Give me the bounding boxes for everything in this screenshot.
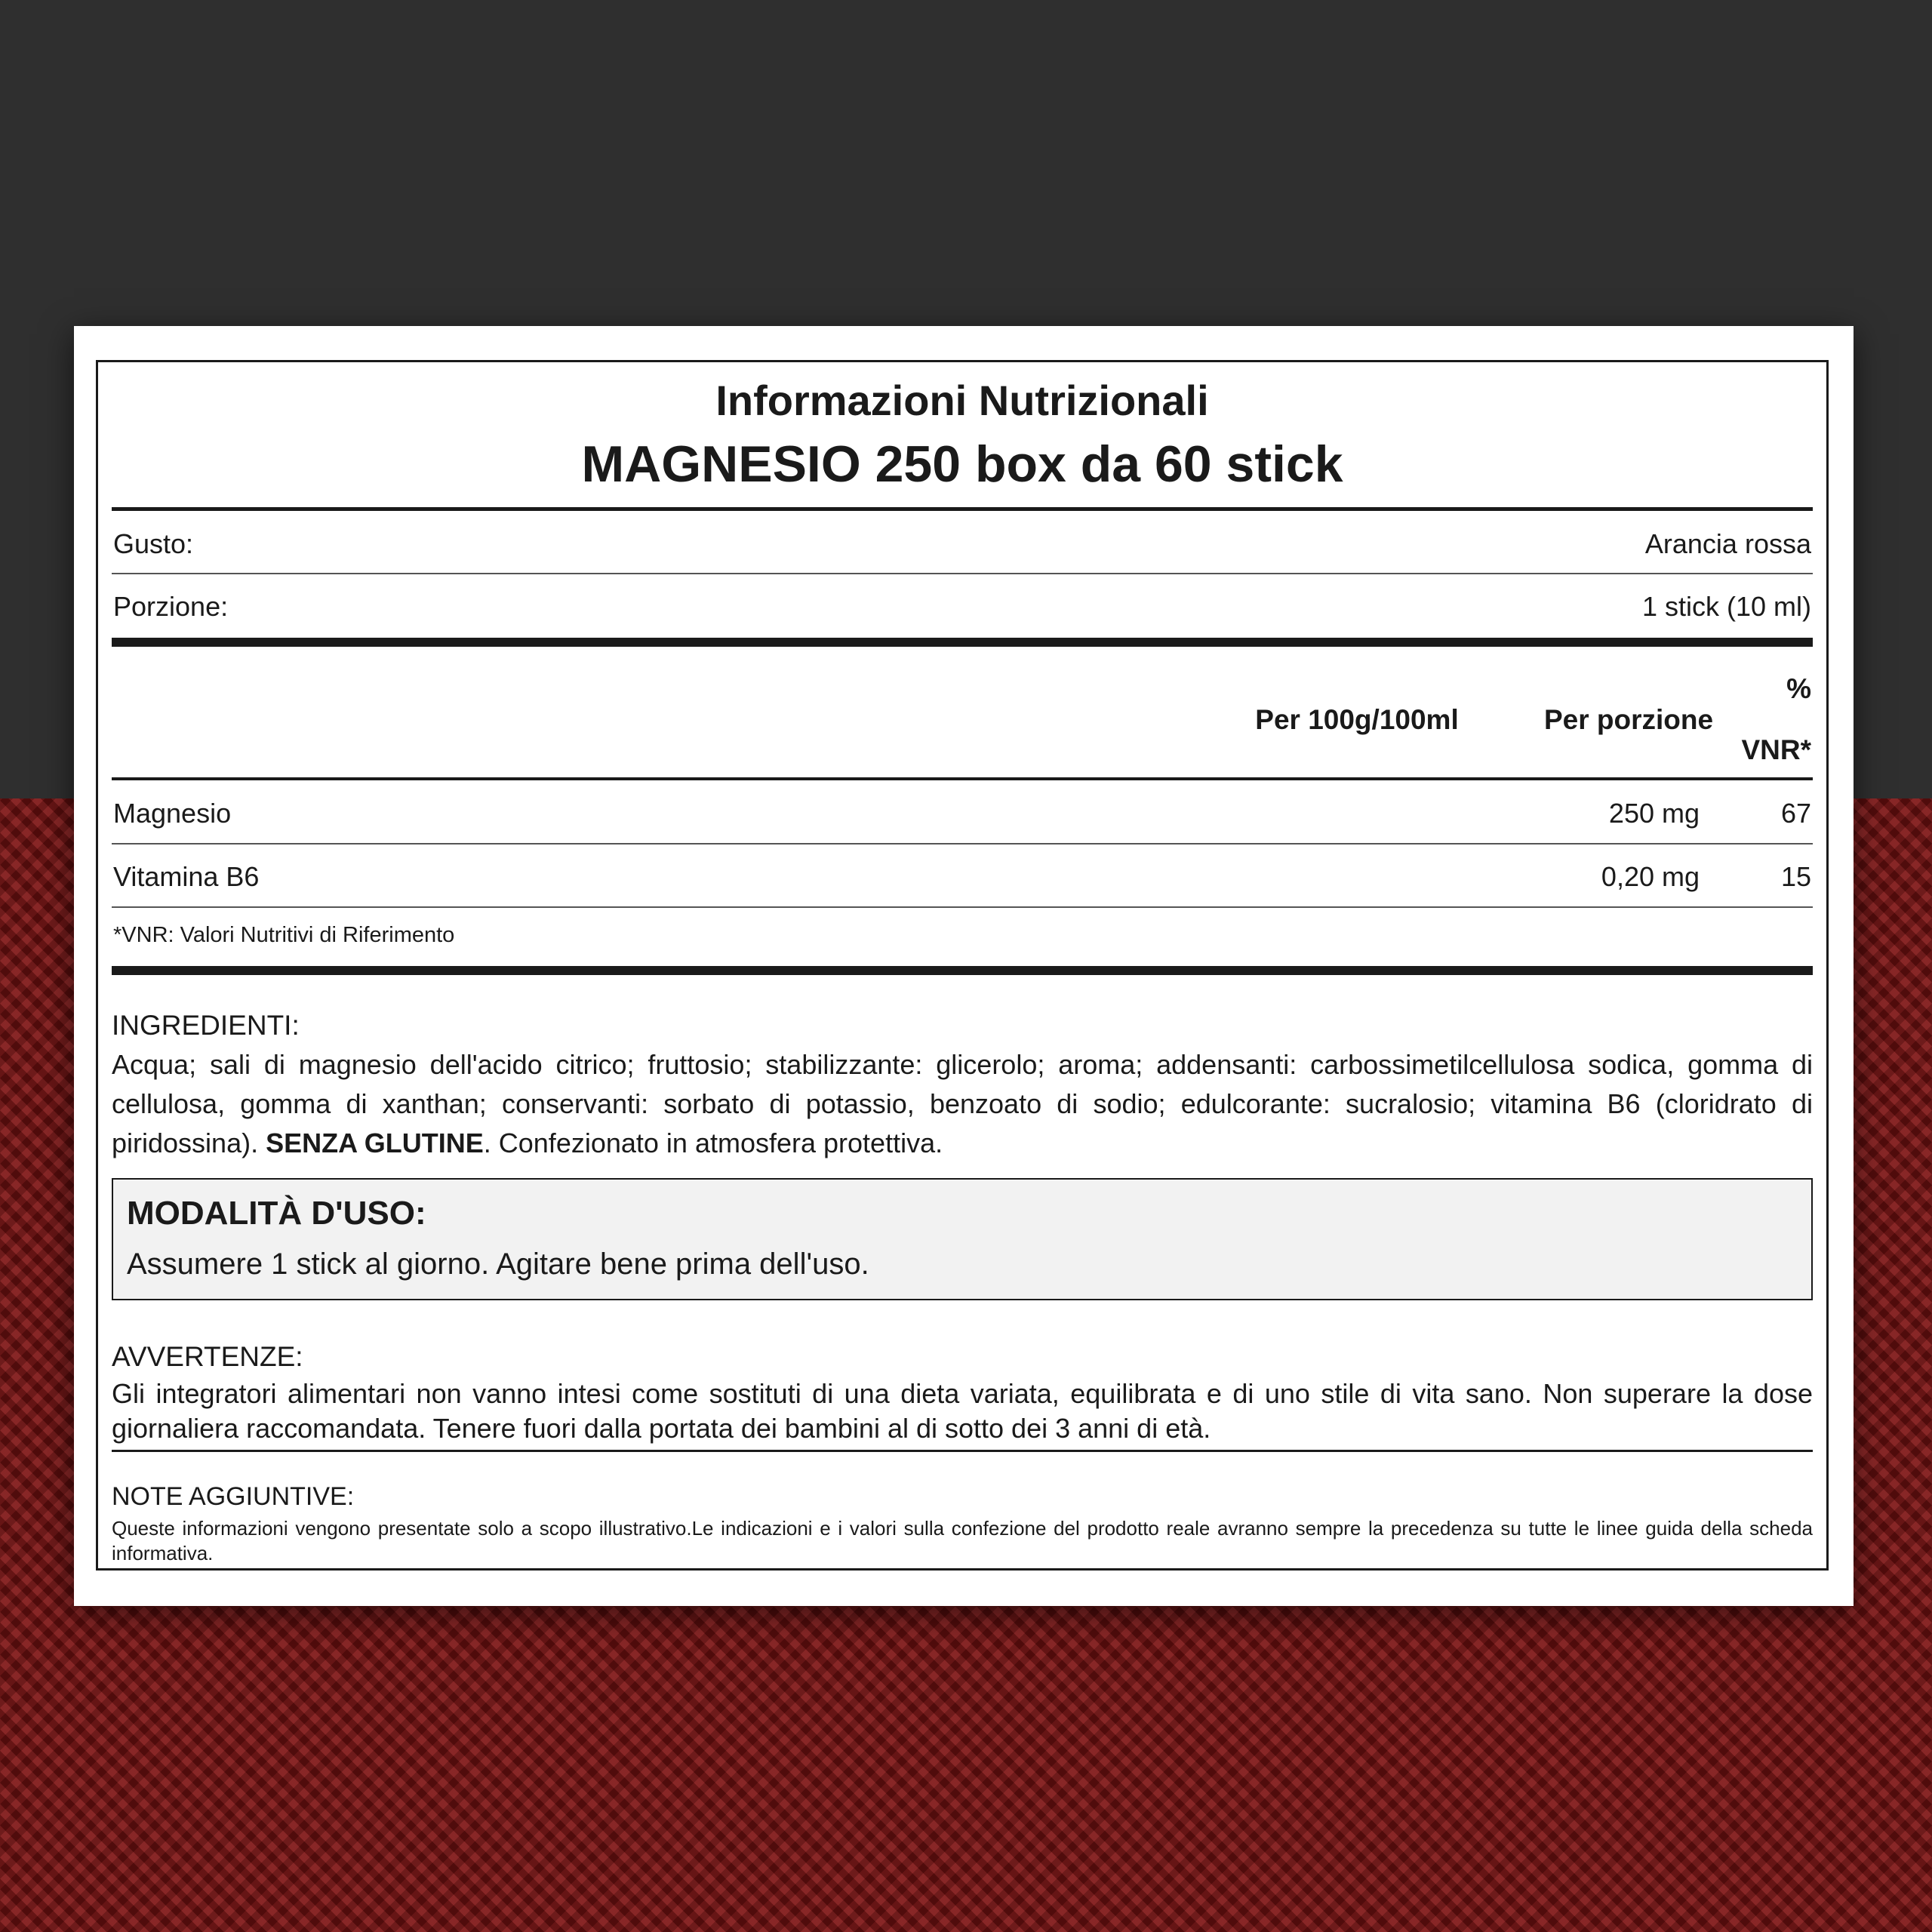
nutrient-portion: 0,20 mg: [1601, 861, 1700, 892]
ingredients-label: INGREDIENTI:: [112, 1010, 300, 1041]
flavor-value: Arancia rossa: [1644, 528, 1811, 559]
notes-text: Queste informazioni vengono presentate solo a scopo illustrativo.Le indicazioni e i valori sulla confezione del prodotto reale avranno sempre la precedenza su tutte le linee guida della scheda informativa.: [112, 1517, 1813, 1564]
label-sheet: [74, 326, 1854, 1606]
vnr-footnote-text: *VNR: Valori Nutritivi di Riferimento: [113, 923, 455, 947]
col-header-vnr: VNR*: [1741, 734, 1811, 765]
nutrient-name: Vitamina B6: [113, 861, 260, 892]
portion-value: 1 stick (10 ml): [1641, 591, 1811, 622]
product-name: MAGNESIO 250 box da 60 stick: [581, 435, 1343, 493]
divider: [112, 507, 1813, 511]
usage-box: [112, 1178, 1813, 1300]
gluten-free-text: SENZA GLUTINE: [266, 1128, 484, 1158]
divider: [112, 777, 1813, 780]
divider: [112, 573, 1813, 574]
ingredients-text: [112, 1045, 1813, 1163]
col-header-per100: Per 100g/100ml: [1255, 704, 1459, 735]
nutrient-portion: 250 mg: [1608, 798, 1700, 829]
divider: [112, 843, 1813, 844]
label-frame: [96, 360, 1829, 1571]
divider: [112, 1450, 1813, 1452]
col-header-vnr-percent: %: [1786, 673, 1811, 704]
nutrient-vnr: 15: [1780, 861, 1811, 892]
portion-label: Porzione:: [113, 591, 229, 622]
usage-text: Assumere 1 stick al giorno. Agitare bene prima dell'uso.: [127, 1247, 869, 1281]
flavor-label: Gusto:: [113, 528, 194, 559]
col-header-portion: Per porzione: [1543, 704, 1714, 735]
notes-label: NOTE AGGIUNTIVE:: [112, 1482, 355, 1511]
nutrient-name: Magnesio: [113, 798, 232, 829]
warnings-text: Gli integratori alimentari non vanno intesi come sostituti di una dieta variata, equilibrata e di uno stile di vita sano. Non superare la dose giornaliera raccomandata. Tenere fuori dalla portata dei bambini al di sotto dei 3 anni di età.: [112, 1378, 1813, 1444]
page-title: Informazioni Nutrizionali: [715, 377, 1209, 424]
ingredients-text-part: . Confezionato in atmosfera protettiva.: [483, 1128, 943, 1158]
divider-thick: [112, 638, 1813, 647]
warnings-label: AVVERTENZE:: [112, 1341, 303, 1372]
ingredients-text-part: Acqua; sali di magnesio dell'acido citrico; fruttosio; stabilizzante: glicerolo; aroma; addensanti: carbossimetilcellulosa sodica, gomma di cellulosa, gomma di xanthan; conservanti: sorbato di potassio, benzoato di sodio; edulcorante: sucralosio; vitamina B6 (cloridrato di piridossina).: [112, 1049, 1813, 1158]
divider-thick: [112, 966, 1813, 975]
divider: [112, 906, 1813, 908]
nutrient-vnr: 67: [1780, 798, 1811, 829]
usage-label: MODALITÀ D'USO:: [127, 1195, 426, 1232]
